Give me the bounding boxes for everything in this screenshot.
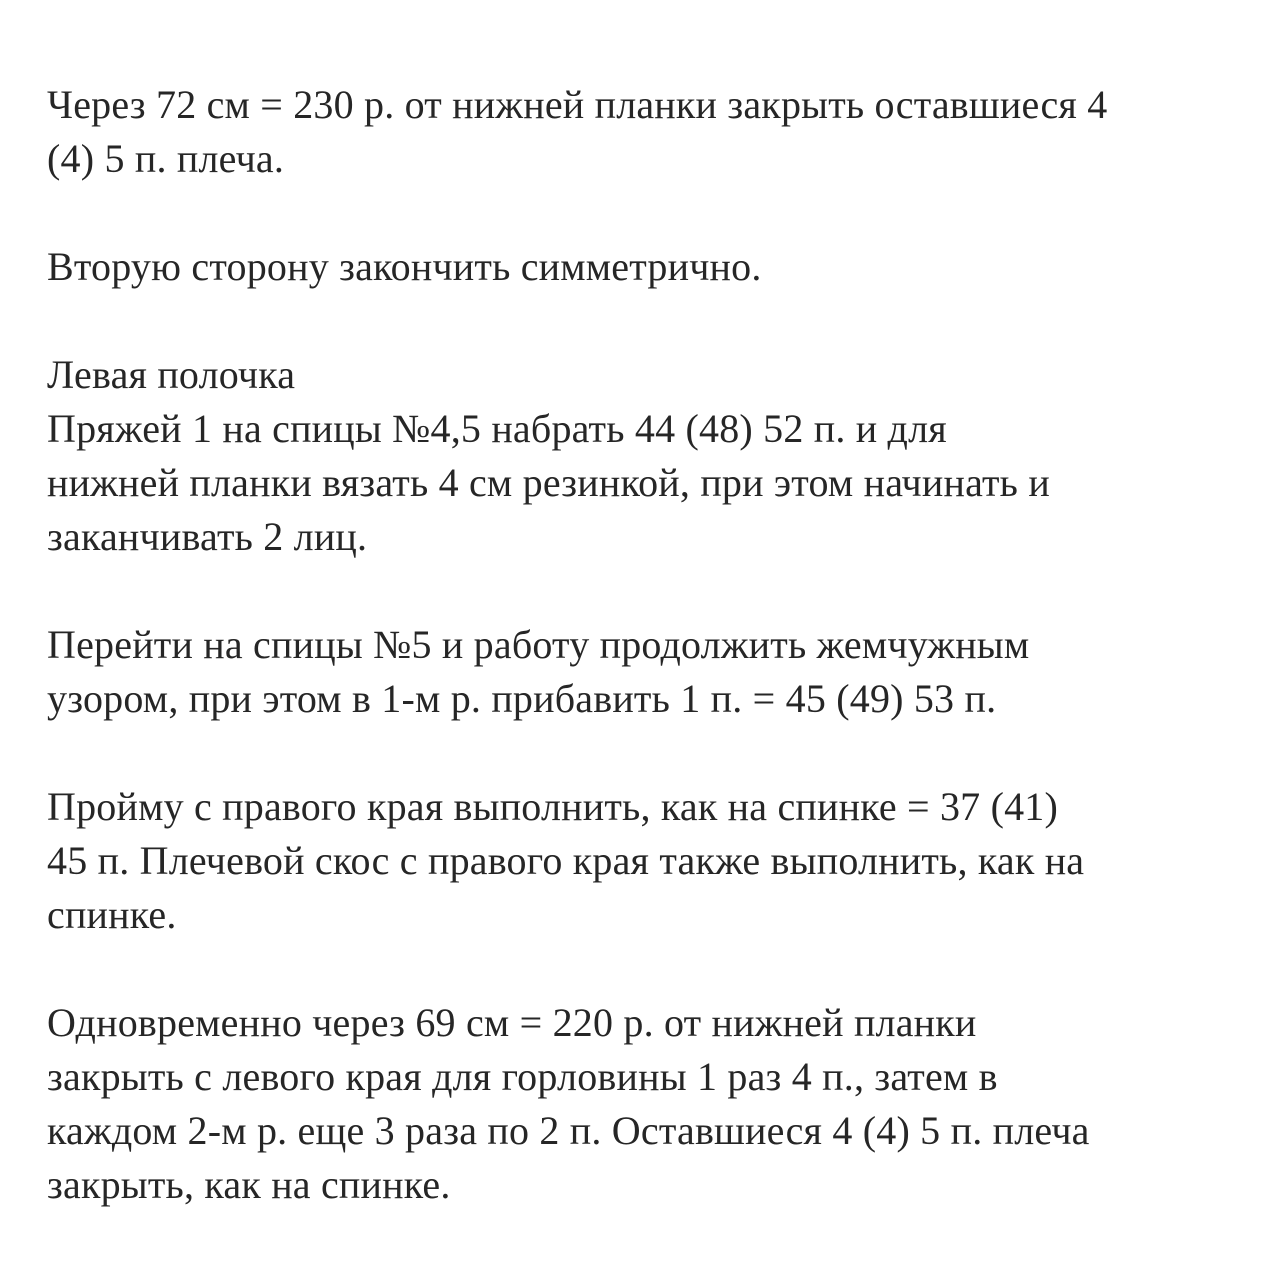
text-line: Пряжей 1 на спицы №4,5 набрать 44 (48) 52 п. и для (47, 406, 947, 451)
text-line: Через 72 см = 230 р. от нижней планки закрыть оставшиеся 4 (47, 82, 1108, 127)
paragraph-armhole (47, 780, 1247, 942)
text-line: узором, при этом в 1-м р. прибавить 1 п. = 45 (49) 53 п. (47, 676, 997, 721)
text-line: закрыть, как на спинке. (47, 1162, 451, 1207)
text-line: закрыть с левого края для горловины 1 раз 4 п., затем в (47, 1054, 998, 1099)
text-line: спинке. (47, 892, 177, 937)
text-line: Перейти на спицы №5 и работу продолжить жемчужным (47, 622, 1030, 667)
text-line: нижней планки вязать 4 см резинкой, при этом начинать и (47, 460, 1050, 505)
section-heading: Левая полочка (47, 352, 296, 397)
text-line: (4) 5 п. плеча. (47, 136, 285, 181)
paragraph-left-front (47, 348, 1247, 564)
text-line: заканчивать 2 лиц. (47, 514, 368, 559)
text-line: Вторую сторону закончить симметрично. (47, 244, 762, 289)
paragraph-pearl-pattern (47, 618, 1247, 726)
paragraph-shoulder-bind-off (47, 78, 1247, 186)
paragraph-neckline (47, 996, 1247, 1212)
document-page (47, 78, 1247, 1266)
text-line: 45 п. Плечевой скос с правого края также выполнить, как на (47, 838, 1085, 883)
text-line: Одновременно через 69 см = 220 р. от нижней планки (47, 1000, 977, 1045)
paragraph-second-side (47, 240, 1247, 294)
text-line: Пройму с правого края выполнить, как на спинке = 37 (41) (47, 784, 1059, 829)
text-line: каждом 2-м р. еще 3 раза по 2 п. Оставшиеся 4 (4) 5 п. плеча (47, 1108, 1090, 1153)
